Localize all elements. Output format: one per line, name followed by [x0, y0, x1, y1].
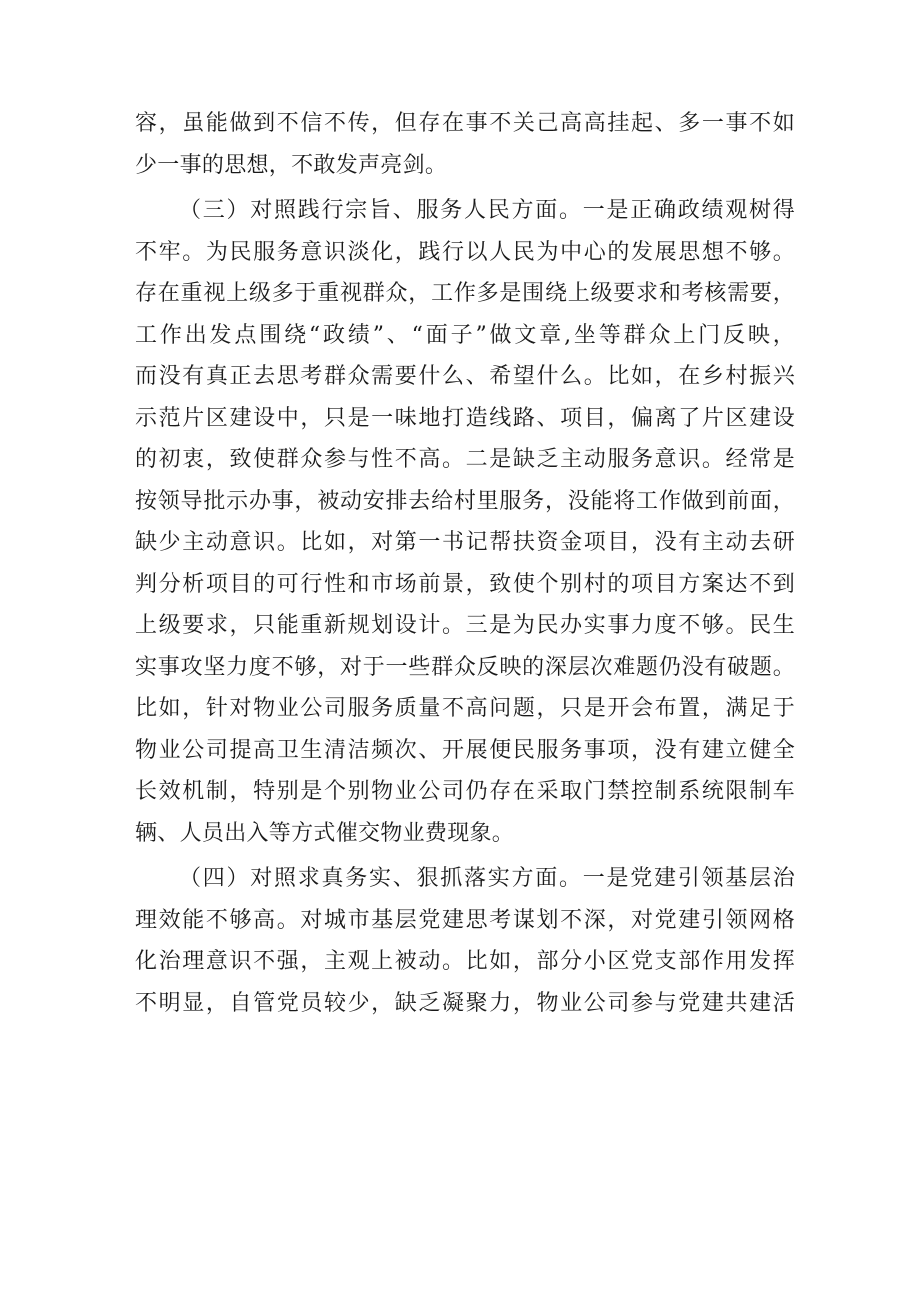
text-line: 上级要求，只能重新规划设计。三是为民办实事力度不够。民生: [135, 613, 795, 638]
text-line: 少一事的思想，不敢发声亮剑。: [135, 152, 448, 178]
text-line: 的初衷，致使群众参与性不高。二是缺乏主动服务意识。经常是: [135, 447, 795, 472]
text-line: 容，虽能做到不信不传，但存在事不关己高高挂起、多一事不如: [135, 111, 795, 136]
text-line: 示范片区建设中，只是一味地打造线路、项目，偏离了片区建设: [135, 405, 795, 431]
text-line: 长效机制，特别是个别物业公司仍存在采取门禁控制系统限制车: [135, 779, 795, 804]
text-line: 工作出发点围绕“政绩”、“面子”做文章,坐等群众上门反映，: [135, 322, 795, 348]
paragraph-1: [135, 103, 795, 186]
text-line: 比如，针对物业公司服务质量不高问题，只是开会布置，满足于: [135, 696, 795, 721]
text-line: 辆、人员出入等方式催交物业费现象。: [135, 820, 515, 846]
text-line: 化治理意识不强，主观上被动。比如，部分小区党支部作用发挥: [135, 949, 795, 974]
text-line: 实事攻坚力度不够，对于一些群众反映的深层次难题仍没有破题。: [135, 654, 795, 680]
text-line: 不明显，自管党员较少，缺乏凝聚力，物业公司参与党建共建活: [135, 990, 795, 1016]
text-line: 而没有真正去思考群众需要什么、希望什么。比如，在乡村振兴: [135, 364, 795, 389]
paragraph-3: [135, 858, 795, 1024]
text-line: （三）对照践行宗旨、服务人民方面。一是正确政绩观树得: [179, 198, 795, 223]
text-line: 理效能不够高。对城市基层党建思考谋划不深，对党建引领网格: [135, 907, 795, 933]
paragraph-2: [135, 190, 795, 854]
text-line: 判分析项目的可行性和市场前景，致使个别村的项目方案达不到: [135, 571, 795, 597]
text-line: 按领导批示办事，被动安排去给村里服务，没能将工作做到前面，: [135, 488, 795, 514]
text-line: 物业公司提高卫生清洁频次、开展便民服务事项，没有建立健全: [135, 737, 795, 763]
text-line: 缺少主动意识。比如，对第一书记帮扶资金项目，没有主动去研: [135, 530, 795, 555]
text-line: 不牢。为民服务意识淡化，践行以人民为中心的发展思想不够。: [135, 239, 795, 265]
document-page: [135, 103, 795, 1024]
text-line: 存在重视上级多于重视群众，工作多是围绕上级要求和考核需要，: [135, 281, 795, 306]
text-line: （四）对照求真务实、狠抓落实方面。一是党建引领基层治: [179, 866, 795, 891]
